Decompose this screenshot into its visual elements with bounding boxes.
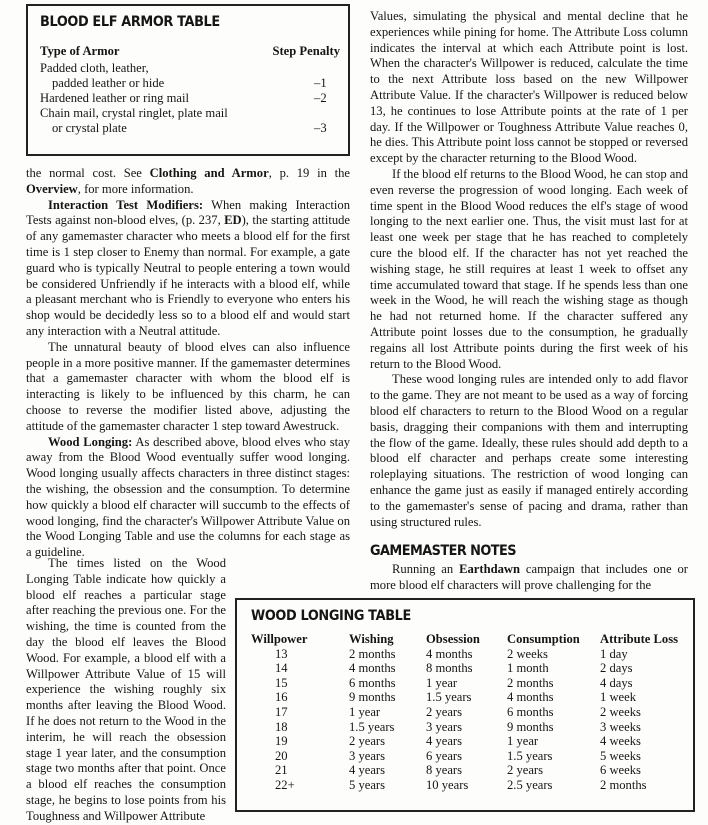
willpower-cell: 22+ xyxy=(275,777,295,792)
willpower-cell: 21 xyxy=(275,763,288,778)
consumption-cell: 9 months xyxy=(507,719,554,734)
attribute-loss-cell: 5 weeks xyxy=(600,748,641,763)
consumption-cell: 6 months xyxy=(507,704,554,719)
obsession-cell: 4 years xyxy=(426,734,463,749)
wishing-cell: 3 years xyxy=(349,748,386,763)
gamemaster-notes-heading: GAMEMASTER NOTES xyxy=(370,543,516,560)
consumption-cell: 4 months xyxy=(507,690,554,705)
armor-table-header xyxy=(40,44,340,59)
armor-type: Hardened leather or ring mail xyxy=(40,91,189,105)
attribute-loss-cell: 6 weeks xyxy=(600,763,641,778)
obsession-cell: 8 months xyxy=(426,661,473,676)
col-wishing: Wishing xyxy=(349,632,394,646)
attribute-loss-cell: 3 weeks xyxy=(600,719,641,734)
wishing-cell: 6 months xyxy=(349,675,396,690)
armor-type-cont: or crystal plate xyxy=(52,121,127,135)
wood-table-body xyxy=(251,647,678,793)
willpower-cell: 13 xyxy=(275,646,288,661)
willpower-cell: 20 xyxy=(275,748,288,763)
table-row xyxy=(40,59,340,91)
left-column xyxy=(26,166,350,561)
col-attribute-loss: Attribute Loss xyxy=(600,632,679,646)
armor-penalty: –2 xyxy=(314,91,327,105)
consumption-cell: 2 years xyxy=(507,763,544,778)
armor-table xyxy=(40,44,340,136)
table-row xyxy=(251,778,678,793)
armor-penalty: –1 xyxy=(314,76,327,90)
willpower-cell: 15 xyxy=(275,675,288,690)
wishing-cell: 9 months xyxy=(349,690,396,705)
willpower-cell: 14 xyxy=(275,661,288,676)
col-willpower: Willpower xyxy=(251,632,308,646)
wishing-cell: 2 years xyxy=(349,734,386,749)
attribute-loss-cell: 2 days xyxy=(600,661,633,676)
table-row xyxy=(40,91,340,106)
table-row xyxy=(251,763,678,778)
table-row xyxy=(251,676,678,691)
table-row xyxy=(251,647,678,662)
armor-col-type: Type of Armor xyxy=(40,44,120,58)
armor-type-cont: padded leather or hide xyxy=(52,76,165,90)
col-consumption: Consumption xyxy=(507,632,580,646)
armor-type: Chain mail, crystal ringlet, plate mail xyxy=(40,106,228,120)
table-row xyxy=(251,720,678,735)
willpower-cell: 18 xyxy=(275,719,288,734)
paragraph: Wood Longing: As described above, blood elves who stay away from the Blood Wood eventually suffer wood longing. Wood longing usually affects characters in three distinct stages: the wishing, the obsession and the consumption. To determine how quickly a blood elf character will succumb to the effects of wood longing, find the character's Willpower Attribute Value on the Wood Longing Table and use the columns for each stage as a guideline. xyxy=(26,434,350,560)
armor-table-title: BLOOD ELF ARMOR TABLE xyxy=(40,14,220,30)
left-column-lower xyxy=(26,556,226,825)
right-column xyxy=(370,9,688,594)
obsession-cell: 10 years xyxy=(426,777,469,792)
armor-col-penalty: Step Penalty xyxy=(272,44,340,58)
table-row xyxy=(251,661,678,676)
attribute-loss-cell: 4 weeks xyxy=(600,734,641,749)
paragraph: the normal cost. See Clothing and Armor, p. 19 in the Overview, for more information. xyxy=(26,166,351,196)
wood-longing-table-box xyxy=(235,598,695,812)
obsession-cell: 4 months xyxy=(426,646,473,661)
wishing-cell: 4 years xyxy=(349,763,386,778)
wishing-cell: 5 years xyxy=(349,777,386,792)
attribute-loss-cell: 2 weeks xyxy=(600,704,641,719)
attribute-loss-cell: 1 week xyxy=(600,690,637,705)
consumption-cell: 1 year xyxy=(507,734,539,749)
obsession-cell: 1 year xyxy=(426,675,458,690)
paragraph: These wood longing rules are intended only to add flavor to the game. They are not meant to be used as a way of forcing blood elf characters to return to the Blood Wood on a regular basis, dragging their companions with them and interrupting the flow of the game. Ideally, these rules should add depth to a blood elf character and perhaps create some interesting roleplaying situations. The restriction of wood longing can enhance the game just as easily if managed entirely according to the gamemaster's sense of pacing and drama, rather than using structured rules. xyxy=(370,372,688,529)
col-obsession: Obsession xyxy=(426,632,480,646)
obsession-cell: 1.5 years xyxy=(426,690,472,705)
consumption-cell: 2 weeks xyxy=(507,646,548,661)
wishing-cell: 1.5 years xyxy=(349,719,395,734)
paragraph: Interaction Test Modifiers: When making Interaction Tests against non-blood elves, (p. 237, ED), the starting attitude of any gamemaster character who meets a blood elf for the first time is 1 step closer to Enemy than normal. For example, a gate guard who is typically Neutral to people entering a town would be considered Unfriendly if he interacts with a blood elf, while a pleasant merchant who is Friendly to everyone who enters his shop would be decidedly less so to a blood elf and would start any interaction with a Neutral attitude. xyxy=(26,197,351,338)
willpower-cell: 16 xyxy=(275,690,288,705)
wood-table-header xyxy=(251,632,678,647)
table-row xyxy=(251,749,678,764)
obsession-cell: 3 years xyxy=(426,719,463,734)
armor-penalty: –3 xyxy=(314,121,327,135)
paragraph: The unnatural beauty of blood elves can also influence people in a more positive manner. If the gamemaster determines that a gamemaster character with whom the blood elf is interacting is likely to be influenced by this charm, he can choose to reverse the modifier listed above, adjusting the attitude of the gamemaster character 1 step toward Awestruck. xyxy=(26,339,350,433)
consumption-cell: 2.5 years xyxy=(507,777,553,792)
table-row xyxy=(40,106,340,136)
obsession-cell: 2 years xyxy=(426,704,463,719)
paragraph: If the blood elf returns to the Blood Wood, he can stop and even reverse the progression of wood longing. Each week of time spent in the Blood Wood reduces the elf's stage of wood longing to the next earlier one. Thus, the visit must last for at least one week per stage that he has reached to completely cure the blood elf. If the character has not yet reached the wishing stage, he still requires at least 1 week to offset any time accumulated toward that stage. If he spends less than one week in the Wood, he will reach the wishing stage as though he had not returned home. If the character suffered any Attribute point losses due to the consumption, he gradually regains all lost Attribute points during the first week of his return to the Blood Wood. xyxy=(370,166,688,371)
attribute-loss-cell: 4 days xyxy=(600,675,633,690)
table-row xyxy=(251,690,678,705)
consumption-cell: 1.5 years xyxy=(507,748,553,763)
wishing-cell: 4 months xyxy=(349,661,396,676)
table-row xyxy=(251,734,678,749)
paragraph: Running an Earthdawn campaign that includes one or more blood elf characters will prove challenging for the xyxy=(370,562,688,592)
consumption-cell: 2 months xyxy=(507,675,554,690)
consumption-cell: 1 month xyxy=(507,661,549,676)
wishing-cell: 2 months xyxy=(349,646,396,661)
wishing-cell: 1 year xyxy=(349,704,381,719)
paragraph: Values, simulating the physical and mental decline that he experiences while pining for home. The Attribute Loss column indicates the interval at which each Attribute point is lost. When the character's Willpower is reduced, calculate the time to the next Attribute loss based on the new Willpower Attribute Value. If the character's Willpower is reduced below 13, he continues to lose Attribute points at the rate of 1 per day. If the Willpower or Toughness Attribute Value reaches 0, he dies. This Attribute point loss cannot be stopped or reversed except by the character returning to the Blood Wood. xyxy=(370,9,688,166)
armor-type: Padded cloth, leather, xyxy=(40,61,149,75)
armor-table-box xyxy=(26,4,350,156)
attribute-loss-cell: 1 day xyxy=(600,646,628,661)
willpower-cell: 19 xyxy=(275,734,288,749)
willpower-cell: 17 xyxy=(275,704,288,719)
obsession-cell: 8 years xyxy=(426,763,463,778)
paragraph: The times listed on the Wood Longing Table indicate how quickly a blood elf reaches a particular stage after reaching the previous one. For the wishing, the time is counted from the day the blood elf leaves the Blood Wood. For example, a blood elf with a Willpower Attribute Value of 15 will experience the wishing roughly six months after leaving the Blood Wood. If he does not return to the Wood in the interim, he will reach the obsession stage 1 year later, and the consumption stage two months after that point. Once a blood elf reaches the consumption stage, he begins to lose points from his Toughness and Willpower Attribute xyxy=(26,556,226,823)
obsession-cell: 6 years xyxy=(426,748,463,763)
wood-longing-table-title: WOOD LONGING TABLE xyxy=(251,608,411,624)
table-row xyxy=(251,705,678,720)
attribute-loss-cell: 2 months xyxy=(600,777,647,792)
wood-longing-table xyxy=(251,632,678,793)
